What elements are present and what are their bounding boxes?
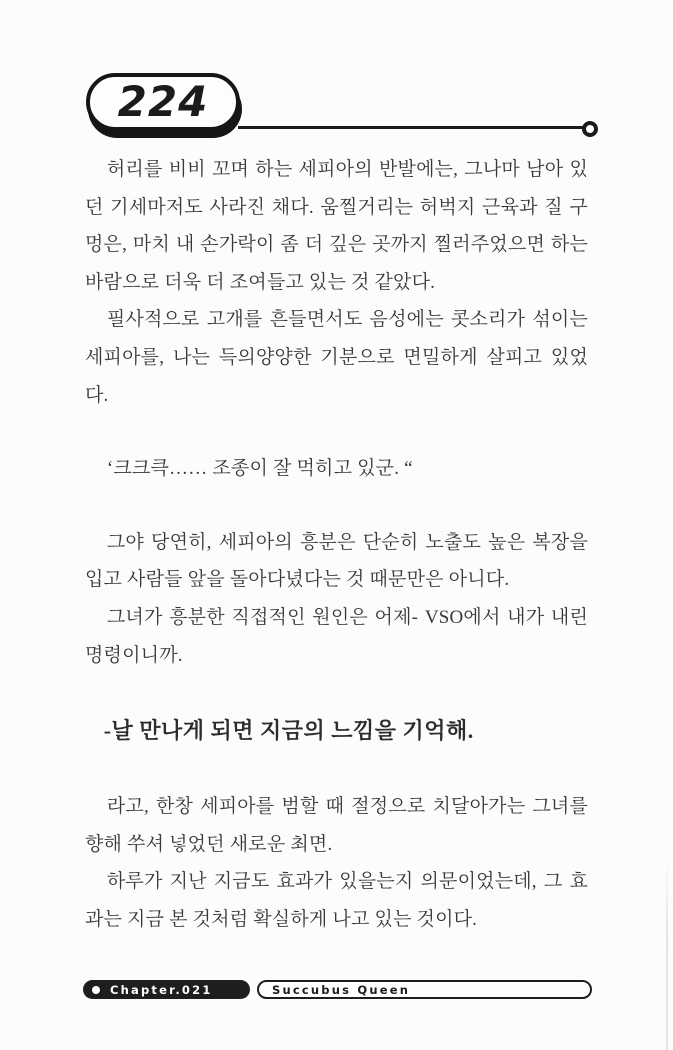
book-title-badge xyxy=(257,980,592,999)
page-number: 224 xyxy=(117,76,209,126)
chapter-badge xyxy=(83,980,250,999)
chapter-dot-icon xyxy=(92,986,100,994)
chapter-label: Chapter.021 xyxy=(110,982,213,997)
paragraph: 필사적으로 고개를 흔들면서도 음성에는 콧소리가 섞이는 세피아를, 나는 득의양양한 기분으로 면밀하게 살피고 있었다. xyxy=(85,309,588,406)
paragraph: 그녀가 흥분한 직접적인 원인은 어제- VSO에서 내가 내린 명령이니까. xyxy=(85,606,588,666)
page-footer xyxy=(0,980,673,1002)
paragraph: 허리를 비비 꼬며 하는 세피아의 반발에는, 그나마 남아 있던 기세마저도 사라진 채다. 움찔거리는 허벅지 근육과 질 구멍은, 마치 내 손가락이 좀 더 깊은 곳까지 찔러주었으면 하는 바람으로 더욱 더 조여들고 있는 것 같았다. xyxy=(85,159,588,293)
paragraph: -날 만나게 되면 지금의 느낌을 기억해. xyxy=(103,718,474,744)
paragraph: ‘크크큭…… 조종이 잘 먹히고 있군. “ xyxy=(106,458,413,480)
paragraph: 그야 당연히, 세피아의 흥분은 단순히 노출도 높은 복장을 입고 사람들 앞을 돌아다녔다는 것 때문만은 아니다. xyxy=(85,531,588,591)
paragraph: 라고, 한창 세피아를 범할 때 절정으로 치달아가는 그녀를 향해 쑤셔 넣었던 새로운 최면. xyxy=(85,796,588,855)
header-rule-end-ring-icon xyxy=(582,121,598,137)
page-edge-scan-artifact xyxy=(666,860,668,1050)
book-title-label: Succubus Queen xyxy=(272,982,411,997)
header-rule-line xyxy=(238,126,583,129)
body-text xyxy=(85,151,588,939)
paragraph: 하루가 지난 지금도 효과가 있을는지 의문이었는데, 그 효과는 지금 본 것처럼 확실하게 나고 있는 것이다. xyxy=(85,871,588,930)
page-number-badge xyxy=(86,73,240,131)
